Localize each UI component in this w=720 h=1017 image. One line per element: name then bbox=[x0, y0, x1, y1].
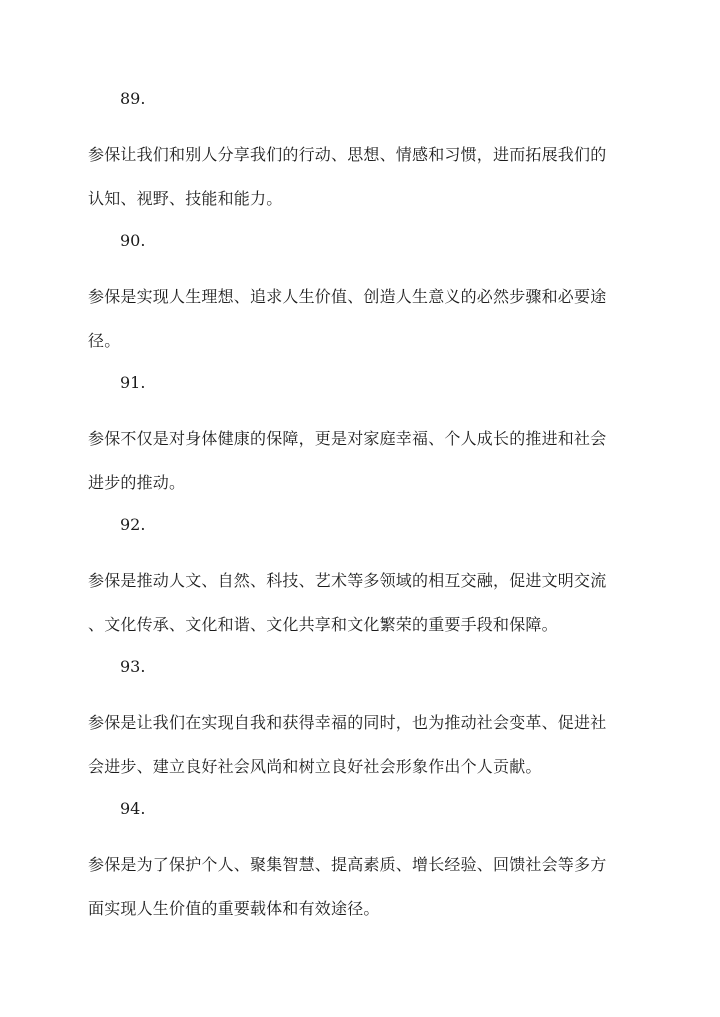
text-line: 参保是让我们在实现自我和获得幸福的同时，也为推动社会变革、促进社 bbox=[88, 713, 607, 732]
text-line: 参保是推动人文、自然、科技、艺术等多领域的相互交融，促进文明交流 bbox=[88, 571, 607, 590]
entry-94 bbox=[88, 799, 638, 931]
text-line: 面实现人生价值的重要载体和有效途径。 bbox=[88, 899, 380, 918]
entry-number: 89. bbox=[120, 89, 146, 108]
entry-89 bbox=[88, 89, 638, 221]
text-line: 径。 bbox=[88, 331, 121, 350]
text-line: 、文化传承、文化和谐、文化共享和文化繁荣的重要手段和保障。 bbox=[88, 615, 558, 634]
text-line: 参保是为了保护个人、聚集智慧、提高素质、增长经验、回馈社会等多方 bbox=[88, 855, 607, 874]
entry-text bbox=[88, 133, 638, 221]
text-line: 参保让我们和别人分享我们的行动、思想、情感和习惯，进而拓展我们的 bbox=[88, 145, 607, 164]
entry-number: 93. bbox=[120, 657, 146, 676]
entry-93 bbox=[88, 657, 638, 789]
entry-92 bbox=[88, 515, 638, 647]
entry-90 bbox=[88, 231, 638, 363]
entry-text bbox=[88, 843, 638, 931]
entry-number: 90. bbox=[120, 231, 146, 250]
text-line: 参保不仅是对身体健康的保障，更是对家庭幸福、个人成长的推进和社会 bbox=[88, 429, 607, 448]
text-line: 认知、视野、技能和能力。 bbox=[88, 189, 283, 208]
text-line: 参保是实现人生理想、追求人生价值、创造人生意义的必然步骤和必要途 bbox=[88, 287, 607, 306]
entry-91 bbox=[88, 373, 638, 505]
entry-text bbox=[88, 417, 638, 505]
entry-text bbox=[88, 701, 638, 789]
entry-number: 92. bbox=[120, 515, 146, 534]
text-line: 进步的推动。 bbox=[88, 473, 186, 492]
entry-number: 91. bbox=[120, 373, 146, 392]
entry-text bbox=[88, 275, 638, 363]
entry-number: 94. bbox=[120, 799, 146, 818]
text-line: 会进步、建立良好社会风尚和树立良好社会形象作出个人贡献。 bbox=[88, 757, 542, 776]
entry-text bbox=[88, 559, 638, 647]
